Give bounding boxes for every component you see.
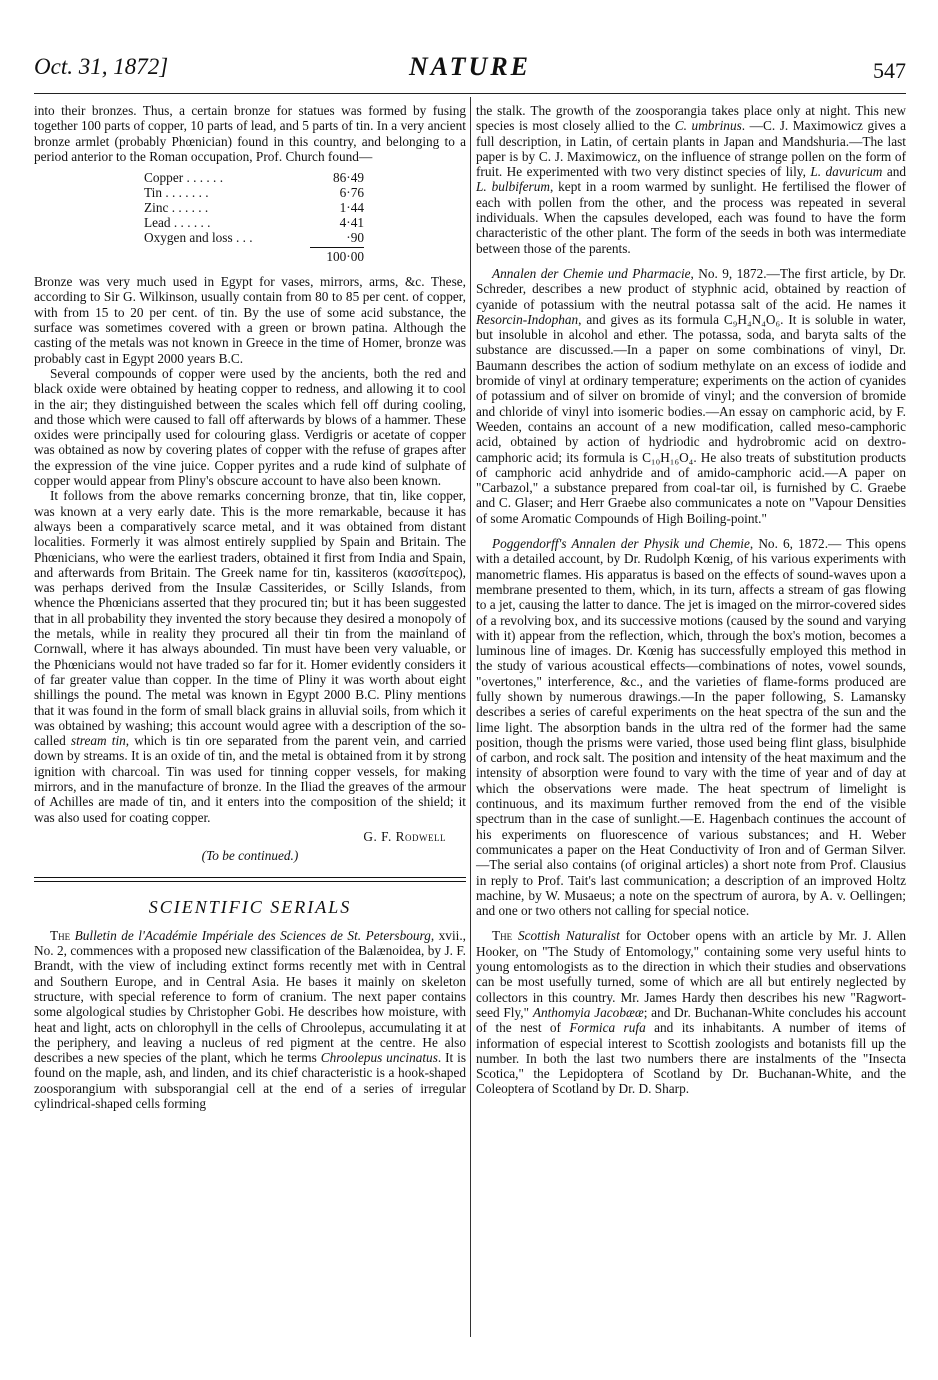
table-value: 6·76	[339, 185, 364, 201]
section-rule	[34, 877, 466, 882]
table-value: 86·49	[332, 170, 364, 186]
journal-name: Scottish Naturalist	[517, 928, 620, 944]
right-column	[476, 103, 906, 1097]
page-number: 547	[873, 58, 906, 83]
paragraph: the stalk. The growth of the zoosporangia takes place only at night. This new species is most closely allied to the C. umbrinus. —C. J. Maximowicz gives a full description, in Latin, of certain plants in Japan and Mandshuria.—The last paper is by C. J. Maximowicz, on the influence of strange pollen on the form of fruit. He experimented with two very distinct species of lily, L. davuricum and L. bulbiferum, kept in a room warmed by sunlight. He fertilised the flower of each with pollen from the other, and the process was repeated in several individuals. When the capsules developed, each was found to have the form characteristic of the other plant. The form of the seeds in both was intermediate between those of the parents.	[476, 103, 907, 256]
header-rule	[34, 93, 906, 94]
table-label: Oxygen and loss . . .	[144, 230, 253, 246]
table-value: 4·41	[339, 215, 364, 231]
paragraph: The Scottish Naturalist for October opens with an article by Mr. J. Allen Hooker, on "The Study of Entomology," containing some very useful hints to young entomologists as to the direction in which their studies and observations can be most usefully turned, some of which are all but entirely neglected by collectors in this country. Mr. James Hardy then describes his new "Ragwort-seed Fly," Anthomyia Jacobææ; and Dr. Buchanan-White concludes his account of the nest of Formica rufa and its inhabitants. A number of items of information of especial interest to Scottish zoologists and botanists fill up the number. In both the last two numbers there are instalments of the "Insecta Scotica," the Lepidoptera of Scotland by Dr. Buchanan-White, and the Coleoptera of Scotland by Dr. D. Sharp.	[476, 928, 907, 1097]
table-row	[144, 200, 364, 215]
composition-table	[144, 170, 466, 264]
table-value: ·90	[346, 230, 364, 246]
table-total: 100·00	[310, 247, 364, 264]
paragraph: The Bulletin de l'Académie Impériale des Sciences de St. Petersbourg, xvii., No. 2, commences with a proposed new classification of the Balænoidea, by J. F. Brandt, with the view of including extinct forms recently met with in Central and Southern Europe, and in Central Asia. He bases it mainly on skeleton structure, with special reference to form of cranium. The next paper contains some algological studies by Christopher Gobi. He describes how moisture, with heat and light, acts on chlorophyll in the cells of Chroolepus, accumulating it at the periphery, and leaving a nucleus of red pigment at the centre. He also describes a new species of the plant, which he terms Chroolepus uncinatus. It is found on the maple, ash, and linden, and its chief characteristic is a hook-shaped zoosporangium with subsporangial cell at the end of a series of irregular cylindrical-shaped cells forming	[34, 927, 466, 1112]
journal-name: Annalen der Chemie und Pharmacie	[492, 265, 691, 281]
table-label: Copper . . . . . .	[144, 170, 224, 186]
italic-term: stream tin	[70, 733, 126, 749]
table-label: Lead . . . . . .	[144, 215, 211, 231]
issue-date: Oct. 31, 1872]	[34, 54, 169, 79]
section-title: SCIENTIFIC SERIALS	[148, 897, 352, 918]
continued-note: (To be continued.)	[201, 848, 299, 864]
species-name: Chroolepus uncinatus	[320, 1050, 438, 1066]
journal-title: NATURE	[408, 52, 532, 81]
paragraph: Annalen der Chemie und Pharmacie, No. 9, 1872.—The first article, by Dr. Schreder, describes a new product of styphnic acid, obtained by reaction of cyanide of potassium with the neutral potassa salt of the acid. He names it Resorcin-Indophan, and gives as its formula C₉H₄N₄O₆. It is soluble in water, but insoluble in alcohol and ether. The potassa, soda, and baryta salts of the substance are discussed.—In a paper on some combinations of vinyl, Dr. Baumann describes the action of sodium methylate on an excess of iodide and bromide of vinyl at ordinary temperature; experiments on the action of cyanides of potassium and of silver on bromide of vinyl; and the conversion of bromide and chloride of vinyl into isomeric bodies.—An essay on camphoric acid, by F. Weeden, contains an account of a new modification, called meso-camphoric acid, obtained by action of hydriodic and hydrobromic acid on dextro-camphoric acid; its formula is C₁₀H₁₆O₄. He also treats of substitution products of camphoric acid anhydride and of amido-camphoric acid.—A paper on "Carbazol," a substance prepared from coal-tar oil, is furnished by C. Graebe and C. Glaser; and Herr Graebe also communicates a note on "Vapour Densities of some Aromatic Compounds of High Boiling-point."	[476, 265, 906, 526]
table-row	[144, 170, 364, 185]
paragraph: Several compounds of copper were used by the ancients, both the red and black oxide were obtained by heating copper to redness, and allowing it to cool in the air; they distinguished between the scales which fell off during cooling, and those which were caused to fall off afterwards by blows of a hammer. These oxides were principally used for colouring glass. Verdigris or acetate of copper was obtained as now by covering plates of copper with the refuse of grapes after the expression of the vine juice. Copper pyrites and a rude kind of sulphate of copper would appear from Pliny's obscure account to have also been known.	[34, 365, 466, 489]
table-row	[144, 230, 364, 245]
paragraph: Poggendorff's Annalen der Physik und Chemie, No. 6, 1872.— This opens with a detailed account, by Dr. Rudolph Kœnig, of his various experiments with manometric flames. His apparatus is based on the effects of sound-waves upon a membrane presented to them, which, in its turn, affects a stream of gas flowing to a jet, causing the latter to dance. The jet is imaged on the mirror-covered sides of a revolving box, and its successive motions (caused by the sound and varying with it) appear from the reflection, which, through the box's motion, becomes a luminous line of images. Dr. Kœnig has successfully employed this method in the study of various acoustical effects—combinations of notes, vowel sounds, "overtones," interference, &c., and the varieties of flame-forms produced are fully shown by numerous drawings.—In the paper following, S. Lamansky describes a series of careful experiments on the heat spectra of the sun and the lime light. The absorption bands in the ultra red of the former had the same position, though the prisms were varied, those used being flint glass, bisulphide of carbon, and rock salt. The position and intensity of the heat maximum and the intensity of absorption were found to vary with the time of year and of day at which the observations were made. The heat spectrum of limelight is continuous, and its maximum further removed from the end of the visible spectrum than in the case of sunlight.—E. Hagenbach continues the account of his experiments on fluorescence of various substances; and H. Weber communicates a paper on the Heat Conductivity of Iron and of German Silver.—The serial also contains (of original articles) a short note from Prof. Clausius in reply to Prof. Tait's last communication; a description of an improved Holtz machine, by W. Musaeus; a note on the spectrum of aurora, by A. v. Oellingen; and one or two others not calling for special notice.	[476, 536, 906, 919]
table-row	[144, 185, 364, 200]
left-column	[34, 103, 466, 1111]
table-total-row	[144, 247, 364, 264]
table-row	[144, 215, 364, 230]
journal-name: Bulletin de l'Académie Impériale des Sciences de St. Petersbourg	[74, 927, 431, 943]
author-signature: G. F. Rodwell	[363, 828, 446, 844]
paragraph: into their bronzes. Thus, a certain bronze for statues was formed by fusing together 100 parts of copper, 10 parts of lead, and 5 parts of tin. In a very ancient bronze armlet (probably Phœnician) found in this country, and belonging to a period anterior to the Roman occupation, Prof. Church found—	[34, 103, 466, 164]
table-label: Tin . . . . . . .	[144, 185, 209, 201]
table-value: 1·44	[339, 200, 364, 216]
table-label: Zinc . . . . . .	[144, 200, 209, 216]
page-header	[34, 52, 906, 92]
column-divider	[470, 97, 471, 1337]
paragraph: Bronze was very much used in Egypt for vases, mirrors, arms, &c. These, according to Sir G. Wilkinson, usually contain from 80 to 85 per cent. of copper, with from 15 to 20 per cent. of tin. By the use of some acid substance, the surface was sometimes covered with a green or brown patina. Although the casting of the metals was not known in Greece in the time of Homer, bronze was probably cast in Egypt 2000 years B.C.	[34, 274, 466, 366]
paragraph: It follows from the above remarks concerning bronze, that tin, like copper, was known at a very early date. This is the more remarkable, because it has always been a comparatively scarce metal, and it was obtained from distant localities. Formerly it was almost entirely supplied by Spain and Britain. The Phœnicians, who were the earliest traders, obtained it first from India and Spain, and afterwards from Britain. The Greek name for tin, kassiteros (κασσίτερος), was perhaps derived from the Insulæ Cassiterides, or Scilly Islands, from whence the Phœnicians asserted that they procured tin; but it has been suggested that in all probability they invented the story because they desired a monopoly of the metals, while in reality they procured all their tin from the mainland of Cornwall, where it has always abounded. Tin must have been very valuable, or the Phœnicians would not have traded so far for it. Homer evidently considers it of far greater value than copper. In the time of Pliny it was worth about eight shillings the pound. The metal was known in Egypt 2000 B.C. Pliny mentions that it was found in the form of small black grains in alluvial soils, from which it was obtained by washing; this account would agree with a description of the so-called stream tin, which is tin ore separated from the parent vein, and carried down by streams. It is an oxide of tin, and the metal is obtained from it by strong ignition with charcoal. Tin was used for tinning copper vessels, for making mirrors, and in the manufacture of bronze. In the Iliad the greaves of the armour of Achilles are made of tin, and it enters into the composition of the shield; it was also used for coating copper.	[34, 488, 466, 825]
journal-name: Poggendorff's Annalen der Physik und Chemie	[492, 536, 750, 552]
